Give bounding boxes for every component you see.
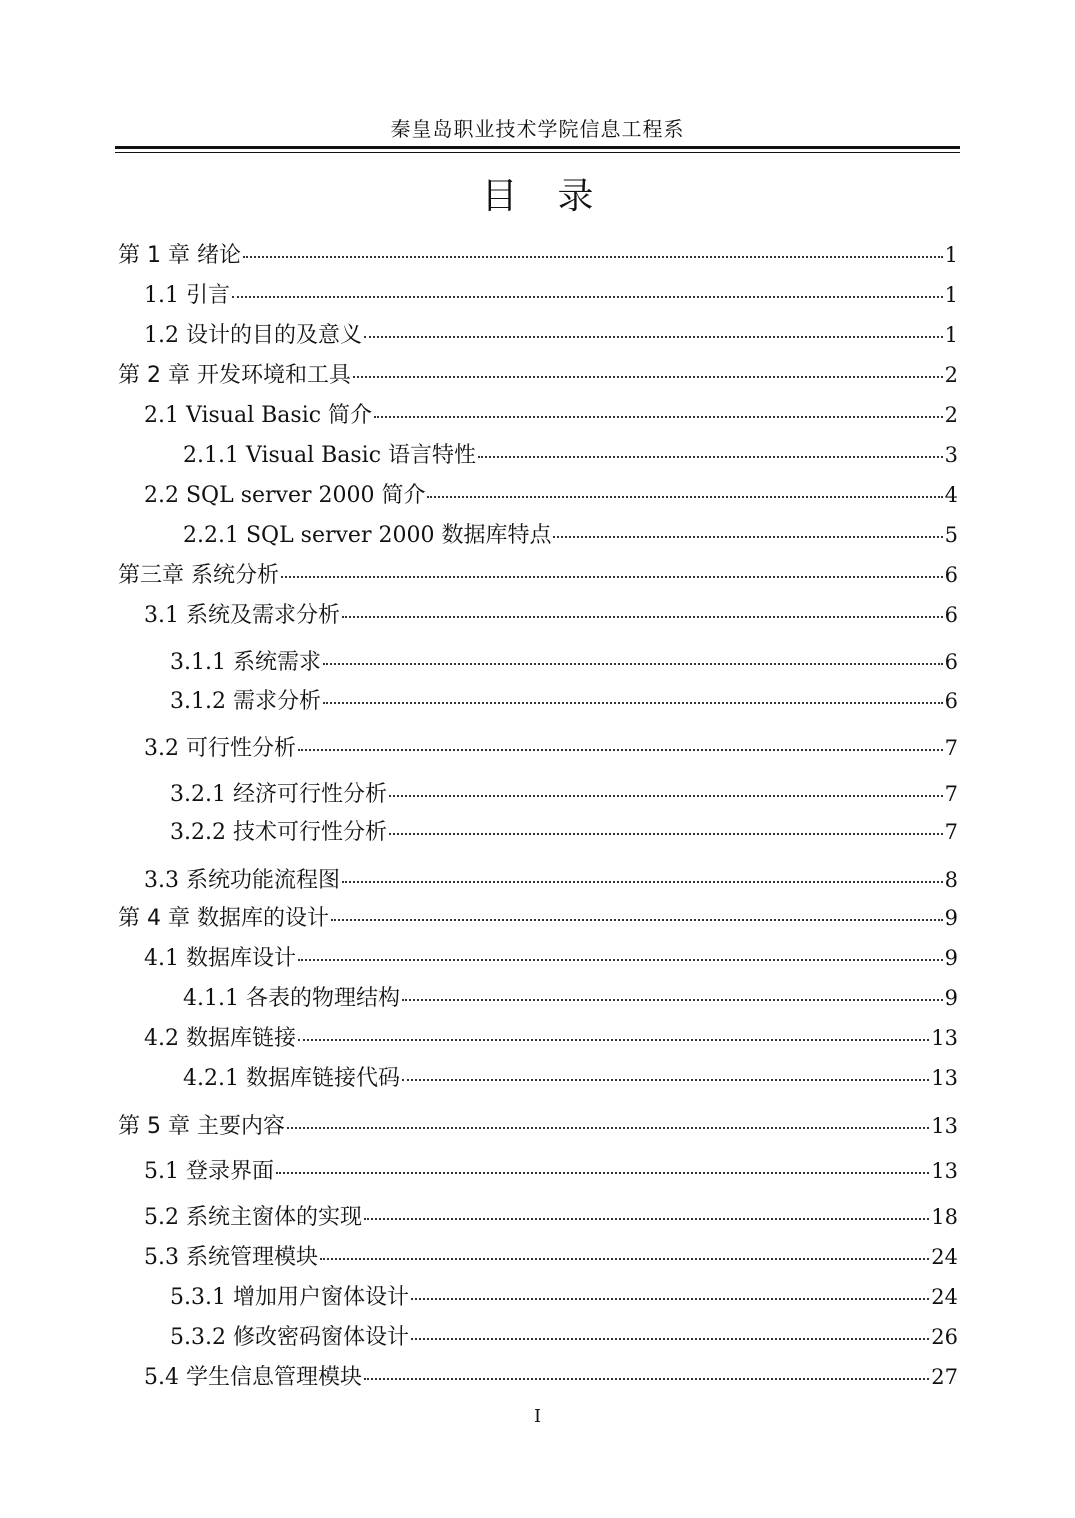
- toc-entry-page: 9: [944, 946, 958, 970]
- toc-entry-page: 2: [944, 403, 958, 427]
- page-number: I: [533, 1406, 542, 1427]
- toc-entry-label: 第 1 章 绪论: [118, 243, 241, 268]
- toc-entry-page: 13: [931, 1026, 958, 1050]
- toc-entry[interactable]: [144, 1200, 958, 1230]
- toc-entry[interactable]: [170, 815, 958, 845]
- toc-entry[interactable]: [144, 1021, 958, 1051]
- toc-entry-page: 26: [931, 1325, 958, 1349]
- toc-entry[interactable]: [144, 278, 958, 308]
- toc-entry[interactable]: [144, 1154, 958, 1184]
- toc-entry[interactable]: [144, 598, 958, 628]
- toc-entry-label: 4.2.1 数据库链接代码: [183, 1066, 400, 1091]
- toc-entry-label: 第 4 章 数据库的设计: [118, 906, 329, 931]
- toc-entry-page: 13: [931, 1114, 958, 1138]
- toc-entry[interactable]: [170, 684, 958, 714]
- toc-entry-page: 24: [931, 1245, 958, 1269]
- toc-dot-leader: [364, 1378, 929, 1380]
- toc-entry-label: 5.3.2 修改密码窗体设计: [170, 1325, 409, 1350]
- toc-dot-leader: [553, 536, 942, 538]
- toc-dot-leader: [353, 376, 943, 378]
- toc-entry[interactable]: [144, 478, 958, 508]
- toc-dot-leader: [281, 576, 943, 578]
- toc-entry-label: 4.2 数据库链接: [144, 1026, 296, 1051]
- toc-entry-page: 1: [944, 323, 958, 347]
- toc-entry-page: 7: [944, 820, 958, 844]
- toc-entry-page: 9: [944, 906, 958, 930]
- toc-dot-leader: [389, 795, 943, 797]
- toc-entry-label: 3.1.2 需求分析: [170, 689, 321, 714]
- toc-entry[interactable]: [118, 358, 958, 388]
- toc-dot-leader: [411, 1298, 929, 1300]
- toc-entry-label: 5.4 学生信息管理模块: [144, 1365, 362, 1390]
- toc-entry[interactable]: [144, 941, 958, 971]
- toc-entry[interactable]: [118, 901, 958, 931]
- toc-dot-leader: [287, 1127, 929, 1129]
- toc-dot-leader: [389, 833, 943, 835]
- toc-entry-page: 4: [944, 483, 958, 507]
- toc-entry[interactable]: [118, 558, 958, 588]
- toc-entry[interactable]: [144, 1360, 958, 1390]
- toc-entry-page: 6: [944, 563, 958, 587]
- toc-dot-leader: [298, 1039, 929, 1041]
- toc-entry[interactable]: [183, 438, 958, 468]
- toc-entry-page: 6: [944, 689, 958, 713]
- toc-entry-label: 2.2.1 SQL server 2000 数据库特点: [183, 523, 552, 548]
- toc-entry[interactable]: [144, 398, 958, 428]
- toc-entry-label: 1.1 引言: [144, 283, 230, 308]
- toc-entry-page: 1: [944, 243, 958, 267]
- toc-entry-label: 第 2 章 开发环境和工具: [118, 363, 351, 388]
- toc-entry[interactable]: [170, 1320, 958, 1350]
- toc-dot-leader: [374, 416, 943, 418]
- toc-entry[interactable]: [144, 1240, 958, 1270]
- toc-entry-label: 4.1.1 各表的物理结构: [183, 986, 400, 1011]
- toc-entry[interactable]: [144, 863, 958, 893]
- toc-entry[interactable]: [170, 777, 958, 807]
- toc-entry-page: 6: [944, 603, 958, 627]
- toc-entry[interactable]: [183, 981, 958, 1011]
- toc-entry-label: 3.2 可行性分析: [144, 736, 296, 761]
- toc-entry[interactable]: [183, 518, 958, 548]
- toc-entry[interactable]: [144, 318, 958, 348]
- toc-dot-leader: [364, 1218, 929, 1220]
- toc-entry[interactable]: [118, 1109, 958, 1139]
- toc-entry-label: 第三章 系统分析: [118, 563, 279, 588]
- toc-entry-label: 5.3 系统管理模块: [144, 1245, 318, 1270]
- toc-dot-leader: [478, 456, 943, 458]
- toc-dot-leader: [364, 336, 943, 338]
- toc-dot-leader: [298, 959, 943, 961]
- toc-entry-page: 3: [944, 443, 958, 467]
- toc-entry[interactable]: [183, 1061, 958, 1091]
- running-header: 秦皇岛职业技术学院信息工程系: [390, 117, 685, 141]
- toc-entry[interactable]: [170, 1280, 958, 1310]
- toc-entry-page: 18: [931, 1205, 958, 1229]
- toc-entry-page: 5: [944, 523, 958, 547]
- toc-entry-label: 3.2.1 经济可行性分析: [170, 782, 387, 807]
- toc-entry-page: 8: [944, 868, 958, 892]
- toc-entry-label: 2.1 Visual Basic 简介: [144, 403, 373, 428]
- toc-entry-label: 1.2 设计的目的及意义: [144, 323, 362, 348]
- toc-entry[interactable]: [144, 731, 958, 761]
- toc-entry-label: 5.3.1 增加用户窗体设计: [170, 1285, 409, 1310]
- toc-dot-leader: [276, 1172, 929, 1174]
- toc-entry-label: 2.2 SQL server 2000 简介: [144, 483, 426, 508]
- toc-entry[interactable]: [118, 238, 958, 268]
- toc-entry-page: 24: [931, 1285, 958, 1309]
- toc-entry-page: 27: [931, 1365, 958, 1389]
- toc-dot-leader: [402, 1079, 929, 1081]
- toc-entry-label: 3.1 系统及需求分析: [144, 603, 340, 628]
- toc-entry-label: 3.3 系统功能流程图: [144, 868, 340, 893]
- toc-dot-leader: [243, 256, 943, 258]
- toc-dot-leader: [323, 663, 943, 665]
- toc-entry-page: 9: [944, 986, 958, 1010]
- toc-dot-leader: [298, 749, 943, 751]
- toc-entry-page: 7: [944, 782, 958, 806]
- toc-entry-label: 5.2 系统主窗体的实现: [144, 1205, 362, 1230]
- toc-entry-label: 5.1 登录界面: [144, 1159, 274, 1184]
- toc-dot-leader: [342, 616, 943, 618]
- toc-dot-leader: [331, 919, 943, 921]
- toc-dot-leader: [427, 496, 942, 498]
- toc-dot-leader: [320, 1258, 929, 1260]
- toc-entry-label: 3.1.1 系统需求: [170, 650, 321, 675]
- toc-dot-leader: [342, 881, 943, 883]
- toc-entry-page: 13: [931, 1159, 958, 1183]
- toc-entry-page: 6: [944, 650, 958, 674]
- toc-entry-page: 13: [931, 1066, 958, 1090]
- toc-entry-label: 2.1.1 Visual Basic 语言特性: [183, 443, 477, 468]
- toc-entry-page: 7: [944, 736, 958, 760]
- toc-dot-leader: [323, 702, 943, 704]
- toc-entry-label: 第 5 章 主要内容: [118, 1114, 285, 1139]
- toc-dot-leader: [232, 296, 943, 298]
- toc-entry-page: 1: [944, 283, 958, 307]
- toc-entry-label: 3.2.2 技术可行性分析: [170, 820, 387, 845]
- toc-entry-page: 2: [944, 363, 958, 387]
- toc-dot-leader: [411, 1338, 929, 1340]
- toc-entry-label: 4.1 数据库设计: [144, 946, 296, 971]
- toc-dot-leader: [402, 999, 943, 1001]
- toc-entry[interactable]: [170, 645, 958, 675]
- toc-title: 目录: [481, 176, 634, 217]
